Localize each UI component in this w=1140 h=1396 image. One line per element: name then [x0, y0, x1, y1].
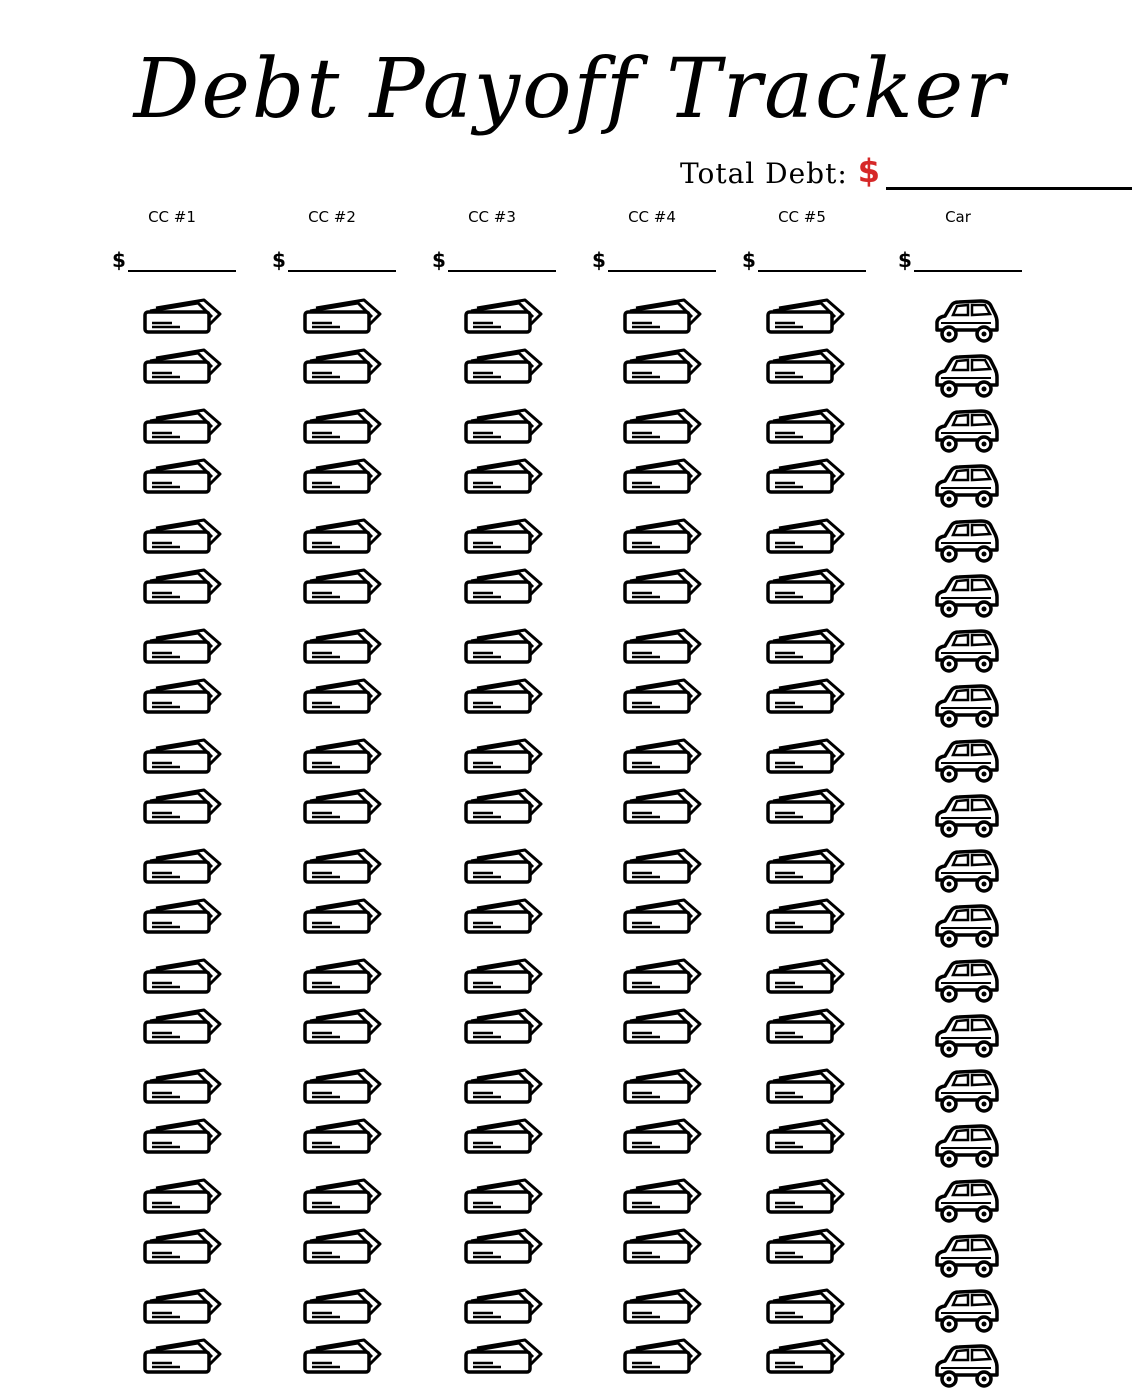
credit-card-icon[interactable] — [302, 1006, 382, 1050]
amount-dollar: $ — [272, 248, 286, 272]
credit-card-icon[interactable] — [622, 1286, 702, 1330]
credit-card-icon[interactable] — [463, 676, 543, 720]
credit-card-icon[interactable] — [302, 456, 382, 500]
credit-card-icon[interactable] — [622, 676, 702, 720]
credit-card-icon[interactable] — [463, 456, 543, 500]
amount-field-cc1[interactable] — [112, 248, 236, 272]
credit-card-icon[interactable] — [463, 956, 543, 1000]
column-header-cc3: CC #3 — [468, 208, 516, 226]
car-icon[interactable] — [933, 518, 999, 570]
amount-line[interactable] — [288, 248, 396, 272]
credit-card-icon[interactable] — [142, 896, 222, 940]
column-header-cc1: CC #1 — [148, 208, 196, 226]
credit-card-icon[interactable] — [622, 456, 702, 500]
credit-card-icon[interactable] — [142, 296, 222, 340]
credit-card-icon[interactable] — [142, 1336, 222, 1380]
credit-card-icon[interactable] — [302, 1336, 382, 1380]
credit-card-icon[interactable] — [302, 566, 382, 610]
credit-card-icon[interactable] — [463, 736, 543, 780]
credit-card-icon[interactable] — [302, 1286, 382, 1330]
credit-card-icon[interactable] — [463, 1176, 543, 1220]
credit-card-icon[interactable] — [765, 1286, 845, 1330]
credit-card-icon[interactable] — [302, 736, 382, 780]
credit-card-icon[interactable] — [463, 1286, 543, 1330]
credit-card-icon[interactable] — [622, 1336, 702, 1380]
amount-field-cc5[interactable] — [742, 248, 866, 272]
credit-card-icon[interactable] — [463, 626, 543, 670]
car-icon[interactable] — [933, 408, 999, 460]
amount-dollar: $ — [592, 248, 606, 272]
credit-card-icon[interactable] — [463, 346, 543, 390]
credit-card-icon[interactable] — [142, 736, 222, 780]
amount-dollar: $ — [112, 248, 126, 272]
amount-line[interactable] — [608, 248, 716, 272]
credit-card-icon[interactable] — [142, 346, 222, 390]
amount-field-cc2[interactable] — [272, 248, 396, 272]
credit-card-icon[interactable] — [622, 296, 702, 340]
credit-card-icon[interactable] — [302, 896, 382, 940]
car-icon[interactable] — [933, 1123, 999, 1175]
credit-card-icon[interactable] — [142, 626, 222, 670]
credit-card-icon[interactable] — [302, 1116, 382, 1160]
column-header-car: Car — [945, 208, 971, 226]
credit-card-icon[interactable] — [142, 786, 222, 830]
credit-card-icon[interactable] — [765, 956, 845, 1000]
credit-card-icon[interactable] — [302, 956, 382, 1000]
credit-card-icon[interactable] — [302, 626, 382, 670]
car-icon[interactable] — [933, 1178, 999, 1230]
car-icon[interactable] — [933, 628, 999, 680]
credit-card-icon[interactable] — [622, 1066, 702, 1110]
page-title: Debt Payoff Tracker — [133, 42, 1007, 137]
column-header-cc5: CC #5 — [778, 208, 826, 226]
credit-card-icon[interactable] — [622, 406, 702, 450]
amount-dollar: $ — [742, 248, 756, 272]
credit-card-icon[interactable] — [463, 516, 543, 560]
amount-field-car[interactable] — [898, 248, 1022, 272]
credit-card-icon[interactable] — [765, 1116, 845, 1160]
credit-card-icon[interactable] — [765, 296, 845, 340]
credit-card-icon[interactable] — [622, 956, 702, 1000]
credit-card-icon[interactable] — [302, 1066, 382, 1110]
credit-card-icon[interactable] — [142, 956, 222, 1000]
credit-card-icon[interactable] — [765, 406, 845, 450]
credit-card-icon[interactable] — [142, 1226, 222, 1270]
credit-card-icon[interactable] — [302, 296, 382, 340]
credit-card-icon[interactable] — [463, 846, 543, 890]
credit-card-icon[interactable] — [622, 786, 702, 830]
amount-dollar: $ — [898, 248, 912, 272]
car-icon[interactable] — [933, 903, 999, 955]
credit-card-icon[interactable] — [622, 566, 702, 610]
credit-card-icon[interactable] — [765, 1226, 845, 1270]
credit-card-icon[interactable] — [142, 456, 222, 500]
credit-card-icon[interactable] — [622, 846, 702, 890]
credit-card-icon[interactable] — [622, 896, 702, 940]
amount-line[interactable] — [448, 248, 556, 272]
credit-card-icon[interactable] — [142, 406, 222, 450]
credit-card-icon[interactable] — [622, 1176, 702, 1220]
car-icon[interactable] — [933, 738, 999, 790]
credit-card-icon[interactable] — [142, 676, 222, 720]
credit-card-icon[interactable] — [302, 846, 382, 890]
credit-card-icon[interactable] — [622, 1116, 702, 1160]
credit-card-icon[interactable] — [302, 406, 382, 450]
total-debt — [680, 150, 1132, 190]
car-icon[interactable] — [933, 958, 999, 1010]
credit-card-icon[interactable] — [142, 566, 222, 610]
credit-card-icon[interactable] — [302, 1226, 382, 1270]
credit-card-icon[interactable] — [302, 516, 382, 560]
credit-card-icon[interactable] — [142, 1116, 222, 1160]
credit-card-icon[interactable] — [622, 626, 702, 670]
total-debt-field[interactable] — [886, 157, 1132, 190]
credit-card-icon[interactable] — [622, 1006, 702, 1050]
credit-card-icon[interactable] — [142, 1066, 222, 1110]
credit-card-icon[interactable] — [765, 1336, 845, 1380]
amount-field-cc4[interactable] — [592, 248, 716, 272]
car-icon[interactable] — [933, 1343, 999, 1395]
credit-card-icon[interactable] — [765, 1006, 845, 1050]
credit-card-icon[interactable] — [765, 736, 845, 780]
credit-card-icon[interactable] — [765, 566, 845, 610]
credit-card-icon[interactable] — [302, 786, 382, 830]
column-header-cc2: CC #2 — [308, 208, 356, 226]
credit-card-icon[interactable] — [622, 736, 702, 780]
car-icon[interactable] — [933, 573, 999, 625]
credit-card-icon[interactable] — [142, 516, 222, 560]
amount-line[interactable] — [128, 248, 236, 272]
credit-card-icon[interactable] — [142, 1176, 222, 1220]
credit-card-icon[interactable] — [765, 626, 845, 670]
credit-card-icon[interactable] — [463, 1066, 543, 1110]
credit-card-icon[interactable] — [765, 456, 845, 500]
amount-field-cc3[interactable] — [432, 248, 556, 272]
credit-card-icon[interactable] — [302, 676, 382, 720]
credit-card-icon[interactable] — [765, 1066, 845, 1110]
credit-card-icon[interactable] — [765, 1176, 845, 1220]
car-icon[interactable] — [933, 353, 999, 405]
car-icon[interactable] — [933, 298, 999, 350]
credit-card-icon[interactable] — [463, 786, 543, 830]
credit-card-icon[interactable] — [463, 896, 543, 940]
credit-card-icon[interactable] — [463, 1226, 543, 1270]
car-icon[interactable] — [933, 1068, 999, 1120]
credit-card-icon[interactable] — [142, 846, 222, 890]
credit-card-icon[interactable] — [142, 1286, 222, 1330]
total-debt-label: Total Debt: — [680, 157, 848, 190]
car-icon[interactable] — [933, 793, 999, 845]
credit-card-icon[interactable] — [463, 1336, 543, 1380]
column-header-cc4: CC #4 — [628, 208, 676, 226]
amount-line[interactable] — [914, 248, 1022, 272]
credit-card-icon[interactable] — [463, 406, 543, 450]
total-debt-dollar: $ — [857, 152, 881, 190]
credit-card-icon[interactable] — [622, 1226, 702, 1270]
credit-card-icon[interactable] — [302, 346, 382, 390]
car-icon[interactable] — [933, 463, 999, 515]
credit-card-icon[interactable] — [765, 896, 845, 940]
credit-card-icon[interactable] — [765, 846, 845, 890]
credit-card-icon[interactable] — [142, 1006, 222, 1050]
credit-card-icon[interactable] — [463, 566, 543, 610]
credit-card-icon[interactable] — [765, 346, 845, 390]
credit-card-icon[interactable] — [765, 516, 845, 560]
amount-dollar: $ — [432, 248, 446, 272]
credit-card-icon[interactable] — [463, 1006, 543, 1050]
car-icon[interactable] — [933, 848, 999, 900]
credit-card-icon[interactable] — [463, 1116, 543, 1160]
car-icon[interactable] — [933, 1013, 999, 1065]
credit-card-icon[interactable] — [463, 296, 543, 340]
credit-card-icon[interactable] — [302, 1176, 382, 1220]
amount-line[interactable] — [758, 248, 866, 272]
credit-card-icon[interactable] — [765, 786, 845, 830]
credit-card-icon[interactable] — [765, 676, 845, 720]
car-icon[interactable] — [933, 1288, 999, 1340]
car-icon[interactable] — [933, 683, 999, 735]
car-icon[interactable] — [933, 1233, 999, 1285]
credit-card-icon[interactable] — [622, 516, 702, 560]
credit-card-icon[interactable] — [622, 346, 702, 390]
